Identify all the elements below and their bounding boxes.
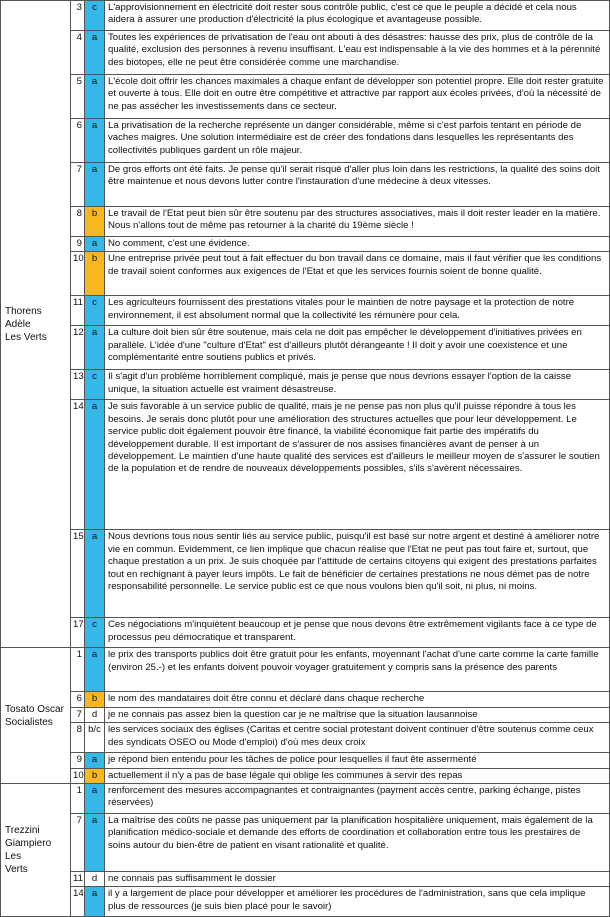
comment-text: Nous devrions tous nous sentir liés au service public, puisqu'il est basé sur notre argent et destiné à améliorer notre vie en commun. Evidemment, ce lien implique que chacun réalise que l'Etat ne peut pas tout faire et, surtout, que chaque prestation a un prix. Je suis choquée par l'attitude de certains citoyens qui exigent des prestations parfaites tout en rechignant à payer leurs impôts. Le fait de bénéficier de certaines prestations ne nous démet pas de notre responsabilité personnelle. Le service public est ce que nous voulons bien qu'il soit, ni plus, ni moins. xyxy=(105,530,610,618)
question-number: 6 xyxy=(71,692,85,707)
table-row xyxy=(1,1,610,31)
table-row xyxy=(1,326,610,370)
question-number: 11 xyxy=(71,872,85,887)
comment-text: La maîtrise des coûts ne passe pas uniquement par la planification hospitalière uniquement, mais également de la planification médico-sociale et demande des efforts de coordination et collaboration entre tous les prestaires de soins autour du bien-être de patient en visant rationalité et qualité. xyxy=(105,814,610,872)
comment-text: le nom des mandataires doit être connu et déclaré dans chaque recherche xyxy=(105,692,610,707)
answer-code: a xyxy=(85,784,105,814)
question-number: 14 xyxy=(71,887,85,917)
answer-code: b/c xyxy=(85,723,105,753)
comment-text: actuellement il n'y a pas de base légale qui oblige les communes à servir des repas xyxy=(105,768,610,783)
question-number: 13 xyxy=(71,370,85,400)
table-row xyxy=(1,784,610,814)
answer-code: a xyxy=(85,31,105,75)
table-row xyxy=(1,237,610,252)
answer-code: a xyxy=(85,887,105,917)
question-number: 15 xyxy=(71,530,85,618)
comment-text: No comment, c'est une évidence. xyxy=(105,237,610,252)
table-row xyxy=(1,252,610,296)
question-number: 8 xyxy=(71,723,85,753)
table-row xyxy=(1,163,610,207)
answer-code: b xyxy=(85,692,105,707)
question-number: 14 xyxy=(71,400,85,530)
table-row xyxy=(1,692,610,707)
table-row xyxy=(1,207,610,237)
answer-code: a xyxy=(85,530,105,618)
table-row xyxy=(1,648,610,692)
answer-code: c xyxy=(85,1,105,31)
question-number: 10 xyxy=(71,252,85,296)
answer-code: a xyxy=(85,400,105,530)
question-number: 11 xyxy=(71,296,85,326)
table-row xyxy=(1,296,610,326)
question-number: 7 xyxy=(71,163,85,207)
comment-text: Il s'agit d'un problème horriblement compliqué, mais je pense que nous devrions essayer l'option de la caisse unique, la situation actuelle est vraiment désastreuse. xyxy=(105,370,610,400)
question-number: 3 xyxy=(71,1,85,31)
table-row xyxy=(1,400,610,530)
table-row xyxy=(1,814,610,872)
question-number: 10 xyxy=(71,768,85,783)
comment-text: La privatisation de la recherche représente un danger considérable, même si c'est parfois tentant en période de vaches maigres. Une solution intermédiaire est de créer des fondations dans lesquelles les représentants des collectivités publiques gardent un rôle majeur. xyxy=(105,119,610,163)
comment-text: ne connais pas suffisamment le dossier xyxy=(105,872,610,887)
answer-code: a xyxy=(85,648,105,692)
comment-text: les services sociaux des églises (Caritas et centre social protestant doivent continuer d'être soutenus comme ceux des syndicats OSEO ou Mode d'emploi) d'où mes deux croix xyxy=(105,723,610,753)
comment-text: renforcement des mesures accompagnantes et contraignantes (payment accès centre, parking échange, pistes réservées) xyxy=(105,784,610,814)
question-number: 1 xyxy=(71,784,85,814)
answer-code: d xyxy=(85,707,105,722)
table-row xyxy=(1,75,610,119)
table-row xyxy=(1,753,610,768)
table-row xyxy=(1,370,610,400)
comment-text: je répond bien entendu pour les tâches de police pour lesquelles il faut ête assermenté xyxy=(105,753,610,768)
candidate-name: Trezzini Giampiero Les Verts xyxy=(1,784,71,917)
comment-text: je ne connais pas assez bien la question car je ne maîtrise que la situation lausannoise xyxy=(105,707,610,722)
answer-code: a xyxy=(85,119,105,163)
answer-code: a xyxy=(85,163,105,207)
question-number: 9 xyxy=(71,753,85,768)
question-number: 4 xyxy=(71,31,85,75)
comment-text: il y a largement de place pour développer et améliorer les procédures de l'administration, sans que cela implique plus de ressources (je suis bien placé pour le savoir) xyxy=(105,887,610,917)
comment-text: Le travail de l'Etat peut bien sûr être soutenu par des structures associatives, mais il doit rester leader en la matière. Nous n'allons tout de même pas retourner à la charité du 19ème siècle ! xyxy=(105,207,610,237)
comment-text: De gros efforts ont été faits. Je pense qu'il serait risqué d'aller plus loin dans les restrictions, la qualité des soins doit être maintenue et nous devons lutter contre l'instauration d'une médecine à deux vitesses. xyxy=(105,163,610,207)
answer-code: a xyxy=(85,75,105,119)
question-number: 6 xyxy=(71,119,85,163)
comment-text: L'approvisionnement en électricité doit rester sous contrôle public, c'est ce que le peuple a décidé et cela nous aidera à assurer une production d'électricité la plus écologique et avantageuse possible. xyxy=(105,1,610,31)
answer-code: d xyxy=(85,872,105,887)
answer-code: c xyxy=(85,296,105,326)
question-number: 7 xyxy=(71,707,85,722)
question-number: 8 xyxy=(71,207,85,237)
table-row xyxy=(1,31,610,75)
comment-text: Toutes les expériences de privatisation de l'eau ont abouti à des désastres: hausse des prix, plus de contrôle de la qualité, exclusion des personnes à revenu insuffisant. L'eau est indispensable à la vie des hommes et à la pérennité des biotopes, elle ne peut être considérée comme une marchandise. xyxy=(105,31,610,75)
table-row xyxy=(1,768,610,783)
comment-text: Ces négociations m'inquiètent beaucoup et je pense que nous devons être extrêmement vigilants face à ce type de processus peu démocratique et transparent. xyxy=(105,618,610,648)
table-row xyxy=(1,707,610,722)
answer-code: b xyxy=(85,207,105,237)
question-number: 9 xyxy=(71,237,85,252)
comment-text: le prix des transports publics doit être gratuit pour les enfants, moyennant l'achat d'une carte comme la carte famille (environ 25.-) et les enfants doivent pouvoir voyager gratuitement y compris sans la présence des parents xyxy=(105,648,610,692)
table-row xyxy=(1,618,610,648)
table-row xyxy=(1,119,610,163)
question-number: 7 xyxy=(71,814,85,872)
table-row xyxy=(1,887,610,917)
answer-code: a xyxy=(85,753,105,768)
question-number: 12 xyxy=(71,326,85,370)
question-number: 5 xyxy=(71,75,85,119)
answer-code: a xyxy=(85,237,105,252)
answer-code: a xyxy=(85,326,105,370)
candidate-name: Tosato Oscar Socialistes xyxy=(1,648,71,784)
answer-code: b xyxy=(85,768,105,783)
answer-code: a xyxy=(85,814,105,872)
table-row xyxy=(1,530,610,618)
question-number: 17 xyxy=(71,618,85,648)
comment-text: Les agriculteurs fournissent des prestations vitales pour le maintien de notre paysage et la protection de notre environnement, il est absolument normal que la collectivité les rémunère pour cela. xyxy=(105,296,610,326)
table-row xyxy=(1,872,610,887)
question-number: 1 xyxy=(71,648,85,692)
comment-text: Je suis favorable à un service public de qualité, mais je ne pense pas non plus qu'il puisse répondre à tous les besoins. Je serais donc plutôt pour une amélioration des structures actuelles que pour leur développement. Le service public doit également pouvoir être financé, la viabilité économique fait partie des impératifs du développement durable. Il est important de s'assurer de nos assises financières avant de penser à un développement. Le maintien d'une haute qualité des services est d'ailleurs le meilleur moyen de s'assurer le soutien de la population et de rendre de nouveaux développements possibles, s'ils s'avèrent nécessaires. xyxy=(105,400,610,530)
answer-code: b xyxy=(85,252,105,296)
comment-text: La culture doit bien sûr être soutenue, mais cela ne doit pas empêcher le développement d'initiatives privées en parallèle. L'idée d'une "culture d'Etat" est d'ailleurs plutôt dérangeante ! Il doit y avoir une coexistence et une complémentarité entre soutiens publics et privés. xyxy=(105,326,610,370)
comment-text: L'école doit offrir les chances maximales à chaque enfant de développer son potentiel propre. Elle doit rester gratuite et ouverte à tous. Elle doit en outre être compétitive et attractive par rapport aux écoles privées, d'où la nécessité de ne pas assécher les investissements dans ce secteur. xyxy=(105,75,610,119)
answer-code: c xyxy=(85,370,105,400)
candidate-name: Thorens Adèle Les Verts xyxy=(1,1,71,648)
answer-code: c xyxy=(85,618,105,648)
table-row xyxy=(1,723,610,753)
comment-text: Une entreprise privée peut tout à fait effectuer du bon travail dans ce domaine, mais il faut vérifier que les conditions de travail soient conformes aux exigences de l'Etat et que les services fournis soient de bonne qualité. xyxy=(105,252,610,296)
